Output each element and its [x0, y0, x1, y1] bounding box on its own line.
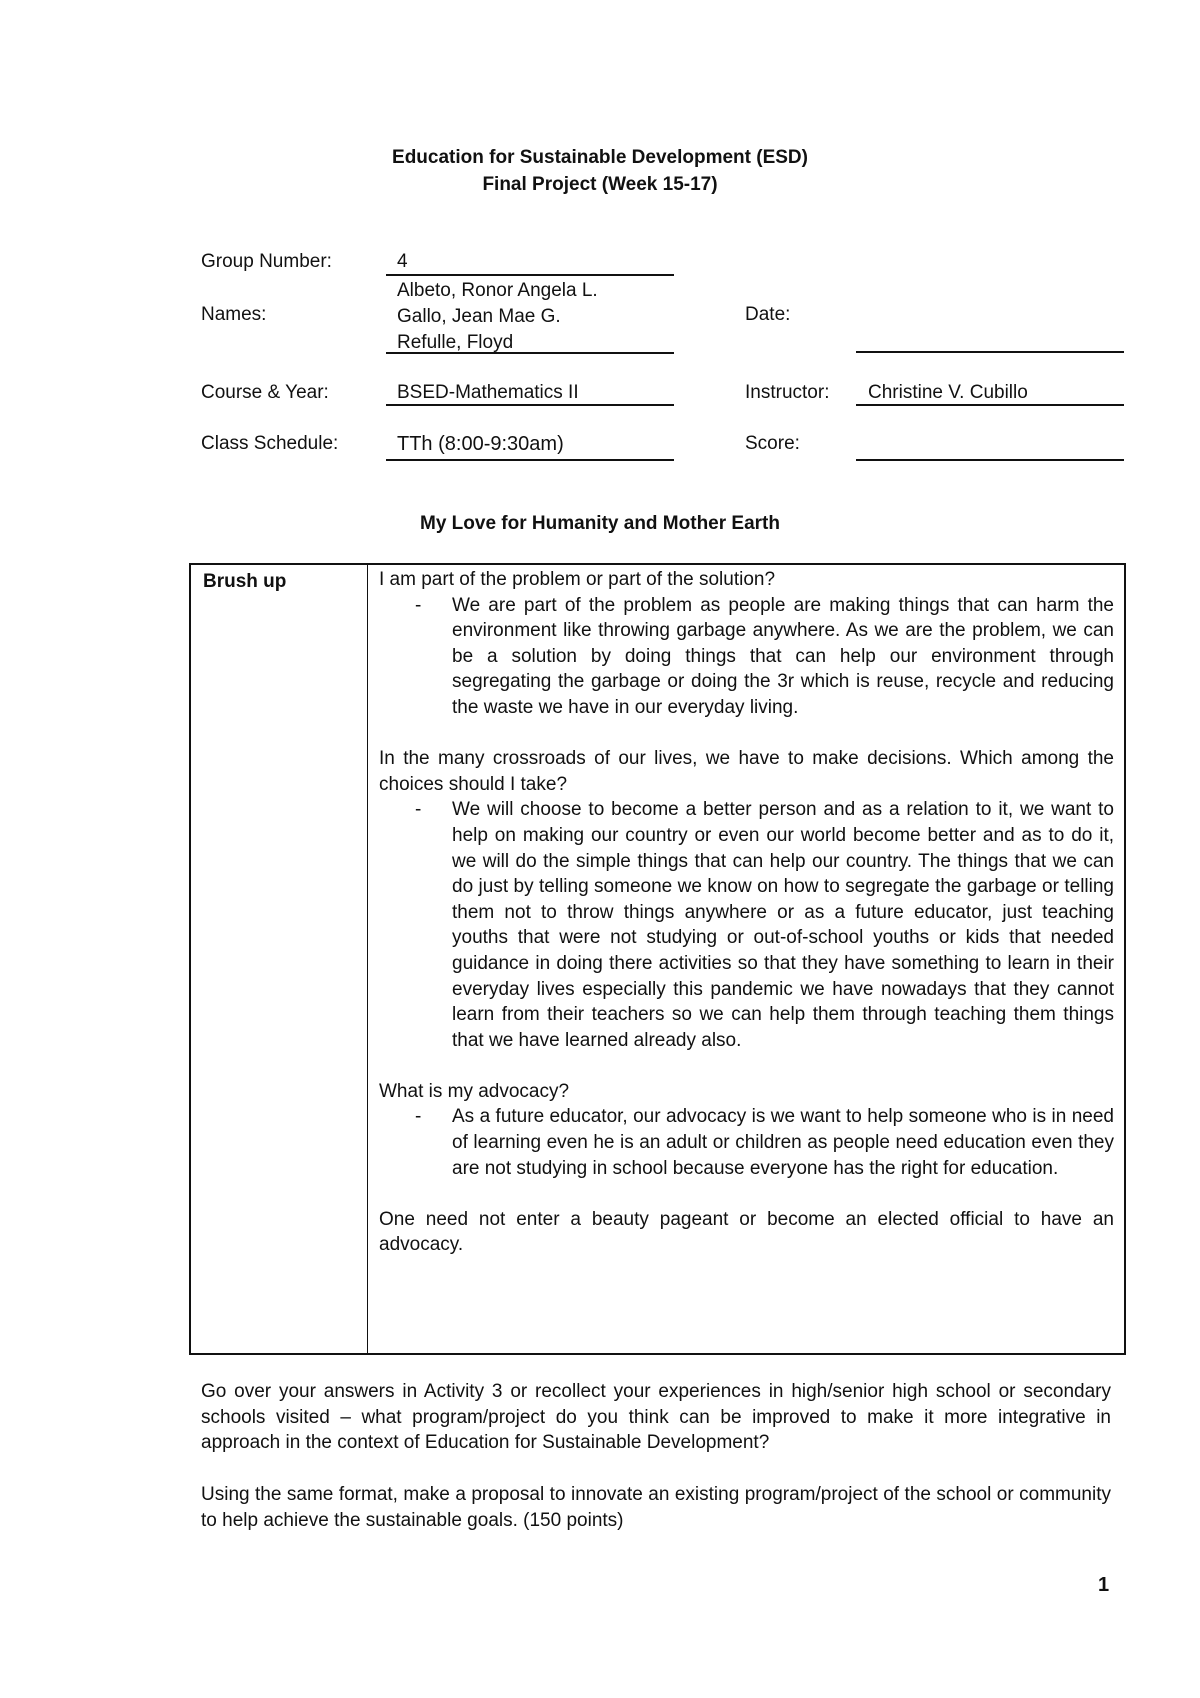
- table-column-divider: [367, 565, 368, 1353]
- group-number-underline: [386, 274, 674, 276]
- date-underline: [856, 351, 1124, 353]
- table-content-cell: [379, 567, 1114, 1258]
- closing-statement: One need not enter a beauty pageant or become an elected official to have an advocacy.: [379, 1208, 1114, 1256]
- group-number-label: Group Number:: [201, 251, 332, 272]
- brush-up-table: [189, 563, 1126, 1355]
- name-entry: Albeto, Ronor Angela L.: [397, 280, 598, 301]
- answer-2: [415, 797, 1114, 1053]
- class-schedule-label: Class Schedule:: [201, 433, 339, 454]
- row-header-brush-up: Brush up: [203, 571, 287, 592]
- answer-1-text: We are part of the problem as people are making things that can harm the environment like throwing garbage anywhere. As we are the problem, we can be a solution by doing things that can help our environment through segregating the garbage or doing the 3r which is reuse, recycle and reducing the waste we have in our everyday living.: [452, 594, 1114, 718]
- course-year-underline: [386, 404, 674, 406]
- answer-3: [415, 1104, 1114, 1181]
- instruction-paragraph-2: Using the same format, make a proposal to innovate an existing program/project of the school or community to help achieve the sustainable goals. (150 points): [201, 1484, 1111, 1531]
- section-title: My Love for Humanity and Mother Earth: [420, 513, 780, 534]
- instructor-label: Instructor:: [745, 382, 830, 403]
- score-underline: [856, 459, 1124, 461]
- name-entry: Gallo, Jean Mae G.: [397, 306, 561, 327]
- answer-3-text: As a future educator, our advocacy is we want to help someone who is in need of learning even he is an adult or children as people need education even they are not studying in school because everyone has the right for education.: [452, 1106, 1114, 1179]
- names-list: [397, 278, 598, 356]
- class-schedule-underline: [386, 459, 674, 461]
- question-2: In the many crossroads of our lives, we have to make decisions. Which among the choices should I take?: [379, 748, 1114, 795]
- question-3: What is my advocacy?: [379, 1080, 570, 1102]
- instructor-value: Christine V. Cubillo: [868, 382, 1028, 403]
- bullet-dash: -: [415, 799, 422, 821]
- instructor-underline: [856, 404, 1124, 406]
- names-label: Names:: [201, 304, 267, 325]
- score-label: Score:: [745, 433, 800, 454]
- bullet-dash: -: [415, 594, 422, 616]
- group-number-value: 4: [397, 251, 408, 272]
- name-entry: Refulle, Floyd: [397, 332, 514, 353]
- course-year-value: BSED-Mathematics II: [397, 382, 579, 403]
- answer-2-text: We will choose to become a better person and as a relation to it, we want to help on making our country or even our world become better and as to do it, we will do the simple things that can help our country. The things that we can do just by telling someone we know on how to segregate the garbage or telling them not to throw things anywhere or as a future educator, just teaching youths that were not studying or out-of-school youths or kids that needed guidance in doing there activities so that they have something to learn in their everyday lives especially this pandemic we have nowadays that they cannot learn from their teachers so we can help them through teaching them things that we have learned already also.: [452, 799, 1114, 1051]
- document-subtitle: Final Project (Week 15-17): [482, 174, 718, 195]
- class-schedule-value: TTh (8:00-9:30am): [397, 433, 564, 455]
- names-underline: [386, 352, 674, 354]
- document-title: Education for Sustainable Development (ESD): [392, 147, 808, 168]
- bullet-dash: -: [415, 1106, 422, 1128]
- question-1: I am part of the problem or part of the solution?: [379, 569, 776, 590]
- page-number: 1: [1098, 1574, 1110, 1596]
- date-label: Date:: [745, 304, 791, 325]
- course-year-label: Course & Year:: [201, 382, 329, 403]
- answer-1: [415, 593, 1114, 721]
- instruction-paragraph-1: Go over your answers in Activity 3 or recollect your experiences in high/senior high school or secondary schools visited – what program/project do you think can be improved to make it more integrative in approach in the context of Education for Sustainable Development?: [201, 1381, 1111, 1454]
